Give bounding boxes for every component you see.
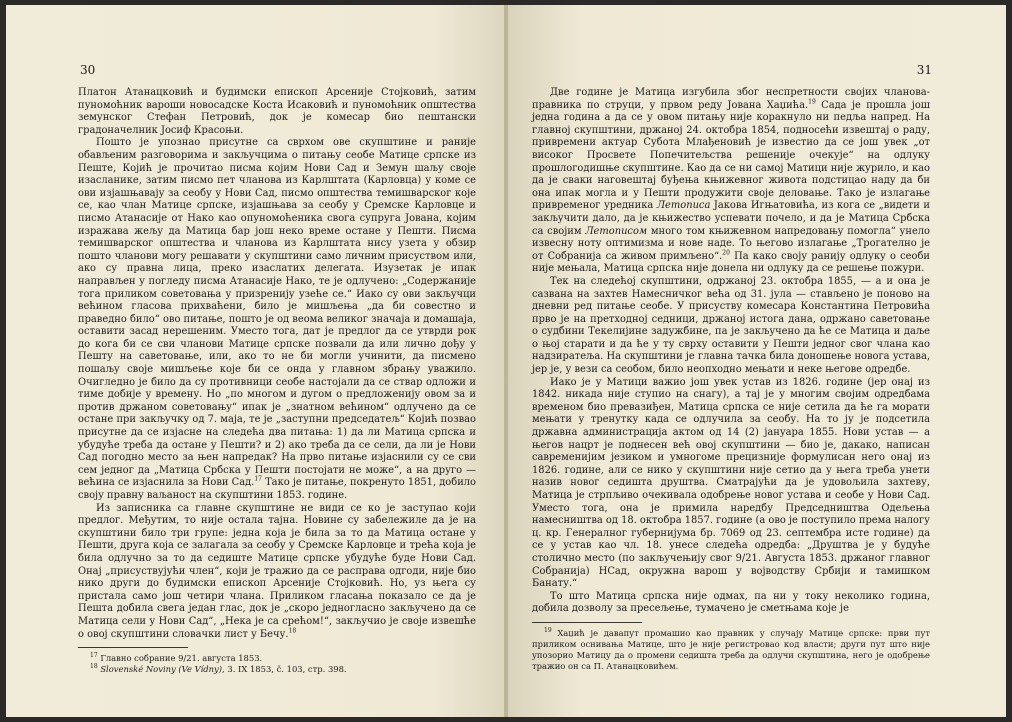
page-body (532, 87, 930, 672)
journal-title: Летописа (656, 200, 711, 212)
paragraph: То што Матица српска није одмах, па ни у току неколико година, добила дозволу за пресељење, тумачено је сметњама које је (532, 590, 930, 615)
footnote-divider (532, 622, 642, 623)
page-number: 31 (916, 63, 932, 77)
footnote-text: Хаџић је давапут промашио као правник у случају Матице српске: први пут приликом оснивања Матице, што је није регистровао код власти; други пут што није упозорио Матицу да о промени седишта треба да одлучи скупштина, него је одобрење тражио он са П. Атанацковићем. (532, 627, 930, 671)
footnote-divider (78, 647, 188, 648)
footnote-text: Главно собрание 9/21. августа 1853. (100, 653, 263, 664)
paragraph: Платон Атанацковић и будимски епископ Арсеније Стојковић, затим пуномоћник вароши новосадске Коста Исаковић и пуномоћник општества земунског Стефан Петровић, док је комесар био пештански градоначелник Јосиф Красоњи. (78, 87, 476, 136)
footnote-text: 3. IX 1853, č. 103, стр. 398. (224, 664, 347, 675)
paragraph-text: Јакова Игњатовића, из кога се „видети и закључити дало, да је књижество успевати почело, и да је Матица Србска са својим (532, 200, 930, 237)
left-page (6, 5, 506, 717)
paragraph-text: Пошто је упознао присутне са сврхом ове скупштине и раније обављеним разговорима и закључцима о питању сеобе Матице српске из Пеште, Којић је прочитао писма којим Нови Сад и Земун шаљу своје изасланике, затим писмо пет чланова из Карлштата (Карловца) у коме се ови изјашњавају за сеобу у Нови Сад, писмо општества темишварског које се, као члан Матице српске, изјашњава за сеобу у Сремске Карловце и писмо Атанасије от Нако као опуномоћеника свога супруга Јована, којим изражава жељу да Матица бар још нeко време остане у Пешти. Писма темишварског општества и чланова из Карлштата нису узета у обзир пошто чланови могу решавати у скупштини само личним присуством или, ако су правна лица, преко изаслатих делегата. Изузетак је ипак направљен у погледу писма Атанасије Нако, те је одлучено: „Содержаније тога приликом советовања у призрениjу узеће се.“ Иако су ови закључци већином гласова прихваћени, било је мишљења „да би совестно и праведно било“ ово питање, пошто је од веома великог значаја и домашаја, оставити засад нерешеним. Уместо тога, дат је предлог да се утврди рок до кога би се сви чланови Матице српске позвали да или лично дођу у Пешту на саветовање, или, ако то не би могли учинити, да писмено пошаљу своје мишљење које би се онда у главном збрању уважило. Очигледно је било да су противници сеобе настојали да се ствар одложи и тиме добије у времену. Но „по многом и дугом о предложенију овом за и против држаном советовању“ ипак је „знатном већином“ одлучено да се остане при закључку од 7. маја, те је „заступни председатељ“ Којић позвао присутне да се изјасне на следећа два питања: 1) да ли Матица српска и убудуће треба да остане у Пешти? и 2) ако треба да се сели, да ли је Нови Сад погодно место за њен напредак? На прво питање изјаснили су се сви сем једног да „Матица Србска у Пешти постојати не може“, а на друго — већина се изјаснила за Нови Сад. (78, 137, 476, 489)
footnotes (78, 653, 476, 675)
footnote-source: Slovenské Noviny (Ve Vídny), (100, 664, 225, 675)
journal-title: Летописом (585, 225, 648, 237)
paragraph: Тек на следећој скупштини, одржаној 23. октобра 1855, — а и она је сазвана на захтев Намесничког већа од 31. јула — стављено је поново на дневни ред питање сеобе. У присуству комесара Константина Петровића прво је на претходној седници, држаној истога дана, одржано саветовање о судбини Текелијине задужбине, па је закључено да ће се Матица и даље о њој старати и да ће у ту сврху оставити у Пешти једног свог члана као надзиратеља. На скупштини је главна тачка била доношење новога устава, јер је, у вези са сеобом, било неопходно мењати и неке његове одредбе. (532, 275, 930, 376)
footnotes (532, 628, 930, 672)
footnote-ref: 20 (722, 249, 730, 257)
paragraph (78, 503, 476, 642)
footnote (532, 628, 930, 672)
right-page (506, 5, 1006, 717)
paragraph (78, 137, 476, 502)
paragraph-text: Тако је питање, покренуто 1851, добило своју правну ваљаност на скупштини 1853. године. (78, 477, 476, 501)
footnote-ref: 19 (808, 98, 816, 106)
footnote-mark: 18 (90, 663, 98, 671)
book-gutter (504, 5, 508, 717)
paragraph-text: много том књижевном напредовању помогла“ унело извесну ноту оптимизма и нове наде. То његово излагање „Трогателно је от Собранија са живом примљено“. (532, 225, 931, 262)
footnote-ref: 17 (254, 476, 262, 484)
paragraph-text: Из записника са главне скупштине не види се ко је заступао који предлог. Међутим, то није остала тајна. Новине су забележиле да је на скупштини било три групе: једна која је била за то да Матица остане у Пешти, друга која се залагала за сеобу у Сремске Карловце и трећа која је била одлучно за то да седиште Матице српске убудуће буде Нови Сад. Онај „присуствујући член“, који је тражио да се расправа одгоди, није био нико други до будимски епископ Арсеније Стојковић. Но, уз њега су пристала само још четири члана. Приликом гласања показало се да је Пешта добила свега један глас, док је „скоро једногласно закључено да се Матица сели у Нови Сад“, „Нека је са срећом!“, закључио је своје извешће о овој скупштини словачки лист у Бечу. (78, 502, 476, 640)
footnote-mark: 19 (544, 627, 552, 635)
page-body (78, 87, 476, 675)
footnote (78, 653, 476, 664)
paragraph-text: Сада је прошла још једна година а да се у овом питању није коракнуло ни педља напред. На главној скупштини, држаној 24. октобра 1854, подносећи извештај о раду, привремени актуар Субота Млађеновић је известио да се још увек „от високог Просвете Попечитељства решеније очекује“ на одлуку прошлогодишње скупштине. Као да се ни самој Матици није журило, и као да је сваки наговештај буђења књижевног живота подстицао наду да би она ипак могла и у Пешти продужити своје деловање. Тако је излагање привременог уредника (532, 99, 930, 212)
paragraph-text: Па како своју ранију одлуку о сеоби није мењала, Матица српска није донела ни одлуку да се решење пожури. (532, 250, 930, 275)
paragraph (532, 87, 930, 276)
footnote-ref: 18 (288, 627, 297, 635)
paragraph-text: Две године је Матица изгубила због неспретности својих чланова-правника по струци, у првом реду Јована Хаџића. (532, 87, 930, 111)
page-number: 30 (80, 63, 96, 77)
footnote-mark: 17 (90, 652, 98, 660)
footnote (78, 664, 476, 675)
book-spread (6, 5, 1006, 717)
paragraph: Иако је у Матици важио још увек устав из 1826. године (јер онај из 1842. никада није ступио на снагу), а тај је у многим својим одредбама временом био превазиђен, Матица српска се није сетила да ће га морати мењати у тренутку када се одлучила за сеобу. На то ју је подсетила државна администрација актом од 14 (2) јануара 1855. Нови устав — а његов нацрт је поднесен већ овој скупштини — био је, дакако, написан савременијим језиком и умногоме прецизније формулисан него онај из 1826. године, али се нико у скупштини није сетио да у њега треба унети назив новог седишта друштва. Сматрајући да је удовољила захтеву, Матица је стрпљиво очекивала одобрење новог устава и сеобе у Нови Сад. Уместо тога, она је примила наредбу Председништва Одељења намесништва од 18. октобра 1857. године (а ово је поступило према налогу ц. кр. Генералног губернијума бр. 7069 од 23. септембра исте године) да се у устав као чл. 18. унесе следећа одредба: „Друштва је у будуће столично место (по закључењију свог 9/21. Августа 1853. држаног главног Собранија) НСад, окружна варош у војводству Србији и тамишком Банату.“ (532, 376, 930, 590)
